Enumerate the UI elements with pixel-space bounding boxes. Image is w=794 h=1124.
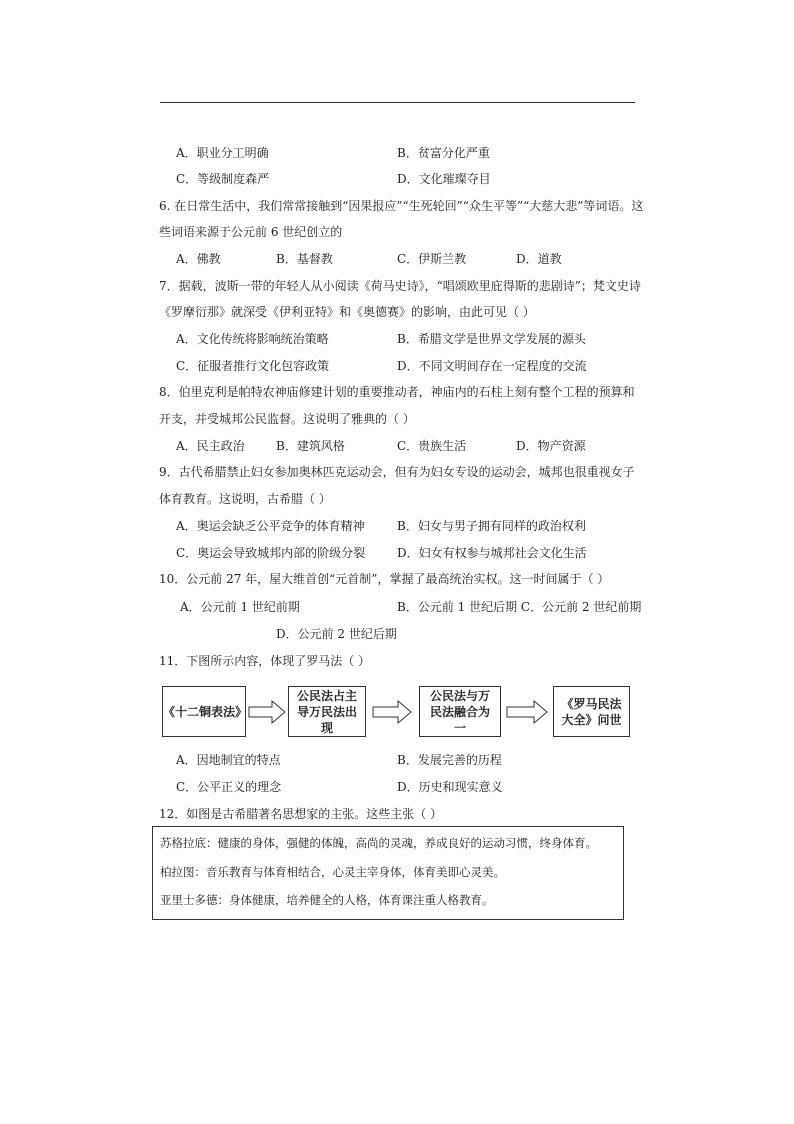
quote-aristotle: 亚里士多德：身体健康，培养健全的人格，体育课注重人格教育。: [160, 893, 494, 907]
flow-box-text: 《十二铜表法》: [163, 704, 248, 719]
q6-stem-line1: 6. 在日常生活中，我们常常接触到“因果报应”“生死轮回”“众生平等”“大慈大悲”等词语。这: [159, 199, 644, 213]
flow-arrow-icon: [506, 700, 548, 724]
q11-option-d: D．历史和现实意义: [397, 780, 503, 794]
q9-option-d: D．妇女有权参与城邦社会文化生活: [397, 546, 587, 560]
q9-option-a: A．奥运会缺乏公平竞争的体育精神: [176, 519, 365, 533]
q12-quote-box: [152, 826, 624, 920]
q7-option-b: B．希腊文学是世界文学发展的源头: [397, 332, 586, 346]
q9-stem-line1: 9．古代希腊禁止妇女参加奥林匹克运动会，但有为妇女专设的运动会，城邦也很重视女子: [159, 465, 635, 479]
q10-option-b-c: B．公元前 1 世纪后期 C．公元前 2 世纪前期: [397, 600, 642, 614]
q10-option-a: A．公元前 1 世纪前期: [180, 600, 300, 614]
q7-stem-line1: 7．据载，波斯一带的年轻人从小阅读《荷马史诗》，“唱颂欧里庇得斯的悲剧诗”；梵文史诗: [159, 279, 641, 293]
quote-plato: 柏拉图：音乐教育与体育相结合，心灵主宰身体，体育美即心灵美。: [160, 865, 505, 879]
quote-socrates: 苏格拉底：健康的身体，强健的体魄，高尚的灵魂，养成良好的运动习惯，终身体育。: [160, 836, 597, 850]
flow-box-text: 公民法与万民法融合为一: [429, 688, 490, 735]
flow-box-text: 《罗马民法大全》问世: [561, 696, 622, 727]
q8-option-c: C．贵族生活: [397, 439, 467, 453]
q7-option-a: A．文化传统将影响统治策略: [176, 332, 329, 346]
q10-option-d: D．公元前 2 世纪后期: [276, 627, 397, 641]
flow-box-corpus-juris: [553, 686, 630, 737]
q8-option-b: B．建筑风格: [276, 439, 345, 453]
q11-option-a: A．因地制宜的特点: [176, 753, 281, 767]
q6-option-a: A．佛教: [176, 252, 221, 266]
q6-option-c: C．伊斯兰教: [397, 252, 467, 266]
q9-option-b: B．妇女与男子拥有同样的政治权利: [397, 519, 586, 533]
q8-stem-line2: 开支，并受城邦公民监督。这说明了雅典的（ ）: [159, 412, 415, 426]
q12-stem: 12．如图是古希腊著名思想家的主张。这些主张（ ）: [159, 807, 443, 821]
q8-stem-line1: 8．伯里克利是帕特农神庙修建计划的重要推动者，神庙内的石柱上刻有整个工程的预算和: [159, 385, 635, 399]
q10-stem: 10．公元前 27 年，屋大维首创“元首制”，掌握了最高统治实权。这一时间属于（ ）: [159, 572, 610, 586]
header-rule: [160, 102, 635, 103]
q6-stem-line2: 些词语来源于公元前 6 世纪创立的: [159, 225, 343, 239]
q9-option-c: C．奥运会导致城邦内部的阶级分裂: [176, 546, 366, 560]
q11-stem: 11．下图所示内容，体现了罗马法（ ）: [159, 654, 371, 668]
flow-box-twelve-tables: [162, 686, 246, 737]
q7-stem-line2: 《罗摩衍那》就深受《伊利亚特》和《奥德赛》的影响，由此可见（ ）: [159, 305, 535, 319]
flow-box-text: 公民法占主导万民法出现: [296, 688, 357, 735]
q9-stem-line2: 体育教育。这说明，古希腊（ ）: [159, 492, 331, 506]
flow-arrow-icon: [248, 700, 286, 724]
flow-arrow-icon: [372, 700, 412, 724]
flow-box-law-merge: [419, 686, 501, 737]
flow-box-civil-law: [288, 686, 366, 737]
q5-option-a: A．职业分工明确: [176, 146, 269, 160]
q11-option-c: C．公平正义的理念: [176, 780, 282, 794]
q7-option-d: D．不同文明间存在一定程度的交流: [397, 359, 587, 373]
q8-option-d: D．物产资源: [516, 439, 586, 453]
q8-option-a: A．民主政治: [176, 439, 245, 453]
q5-option-c: C．等级制度森严: [176, 172, 270, 186]
q11-option-b: B．发展完善的历程: [397, 753, 502, 767]
q5-option-b: B．贫富分化严重: [397, 146, 490, 160]
q6-option-d: D．道教: [516, 252, 562, 266]
q6-option-b: B．基督教: [276, 252, 333, 266]
q7-option-c: C．征服者推行文化包容政策: [176, 359, 330, 373]
q5-option-d: D．文化璀璨夺目: [397, 172, 491, 186]
